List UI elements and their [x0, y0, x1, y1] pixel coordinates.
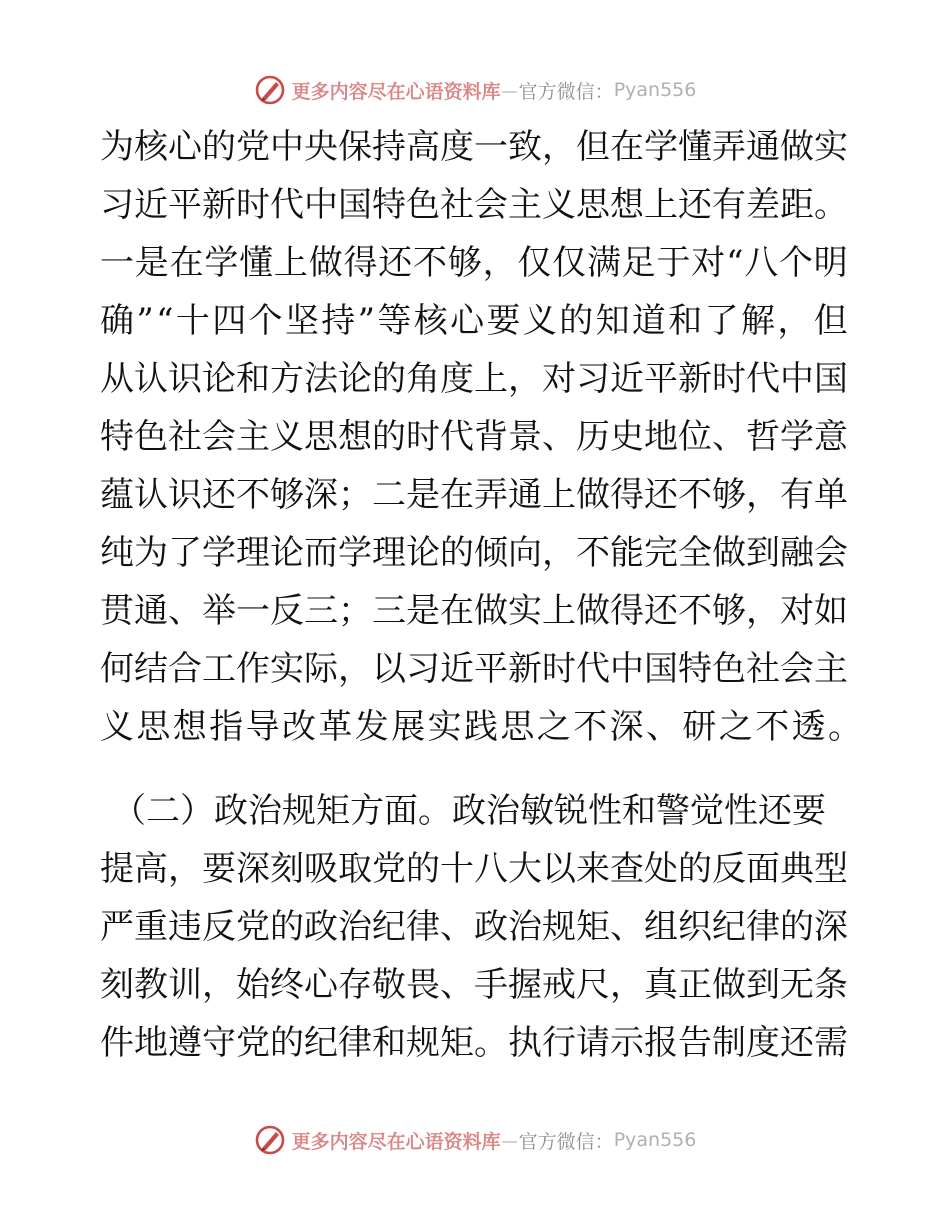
watermark-dash: —	[501, 1130, 518, 1150]
text-line: 确 ” “ 十 四 个 坚 持 ” 等 核 心 要 义 的 知 道 和 了 解 ， 但	[100, 301, 848, 341]
text-line: 刻 教 训 ， 始 终 心 存 敬 畏 、 手 握 戒 尺 ， 真 正 做 到 无 条	[100, 965, 848, 1005]
watermark-subtitle: 官方微信：	[518, 1130, 614, 1153]
section-heading-line: （ 二 ） 政 治 规 矩 方 面 。 政 治 敏 锐 性 和 警 觉 性 还 要	[112, 791, 826, 831]
text-line: 纯 为 了 学 理 论 而 学 理 论 的 倾 向 ， 不 能 完 全 做 到 融 会	[100, 533, 848, 573]
text-line: 严 重 违 反 党 的 政 治 纪 律 、 政 治 规 矩 、 组 织 纪 律 的 深	[100, 907, 848, 947]
text-line: 件 地 遵 守 党 的 纪 律 和 规 矩 。 执 行 请 示 报 告 制 度 还 需	[100, 1023, 848, 1063]
watermark-dash: —	[501, 80, 518, 100]
text-line: 特 色 社 会 主 义 思 想 的 时 代 背 景 、 历 史 地 位 、 哲 学 意	[100, 417, 848, 457]
footer-watermark	[0, 1122, 950, 1158]
watermark-wechat-id: Pyan556	[613, 1129, 697, 1151]
pen-logo-icon	[254, 1124, 286, 1156]
watermark-title: 更多内容尽在心语资料库	[291, 1130, 501, 1153]
text-line: 提 高 ， 要 深 刻 吸 取 党 的 十 八 大 以 来 查 处 的 反 面 典 型	[100, 849, 848, 889]
text-line: 一 是 在 学 懂 上 做 得 还 不 够 ， 仅 仅 满 足 于 对 “ 八 个 明	[100, 243, 848, 283]
pen-logo-icon	[254, 74, 286, 106]
text-line: 习 近 平 新 时 代 中 国 特 色 社 会 主 义 思 想 上 还 有 差 距 。	[100, 185, 848, 225]
watermark-title: 更多内容尽在心语资料库	[291, 80, 501, 103]
text-line: 从 认 识 论 和 方 法 论 的 角 度 上 ， 对 习 近 平 新 时 代 中 国	[100, 359, 848, 399]
text-line: 义思想指导改革发展实践思之不深、研之不透。	[100, 707, 865, 747]
text-line: 何 结 合 工 作 实 际 ， 以 习 近 平 新 时 代 中 国 特 色 社 会 主	[100, 649, 848, 689]
watermark-wechat-id: Pyan556	[613, 79, 697, 101]
text-line: 贯 通 、 举 一 反 三 ； 三 是 在 做 实 上 做 得 还 不 够 ， 对 如	[100, 591, 848, 631]
text-line: 为 核 心 的 党 中 央 保 持 高 度 一 致 ， 但 在 学 懂 弄 通 做 实	[100, 127, 848, 167]
watermark-subtitle: 官方微信：	[518, 80, 614, 103]
header-watermark	[0, 72, 950, 108]
text-line: 蕴 认 识 还 不 够 深 ； 二 是 在 弄 通 上 做 得 还 不 够 ， 有 单	[100, 475, 848, 515]
